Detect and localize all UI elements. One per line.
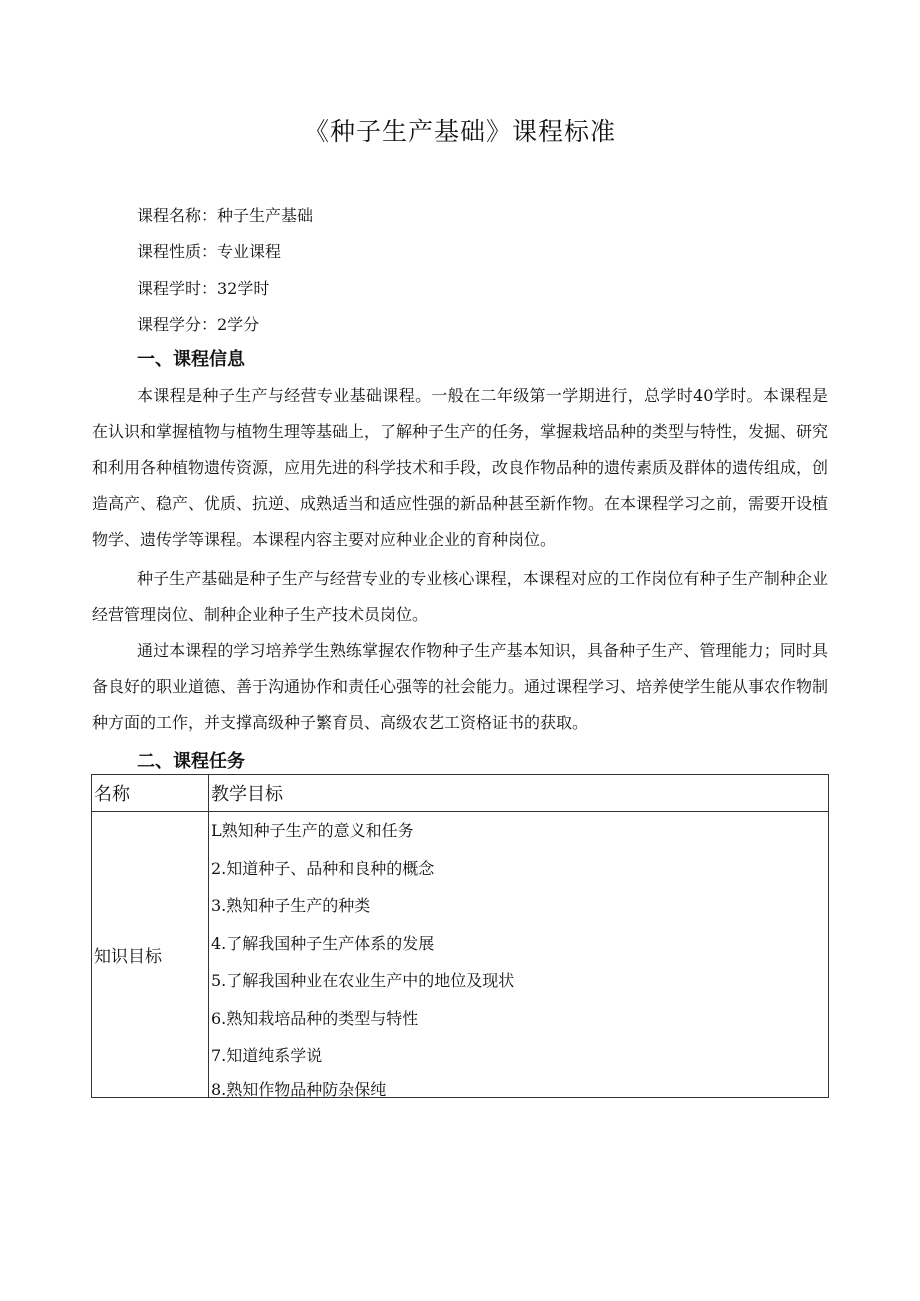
list-item: 2.知道种子、品种和良种的概念 [211, 858, 435, 878]
paragraph-course-overview: 本课程是种子生产与经营专业基础课程。一般在二年级第一学期进行，总学时40学时。本课程是在认识和掌握植物与植物生理等基础上，了解种子生产的任务，掌握栽培品种的类型与特性，发掘、研究和利用各种植物遗传资源，应用先进的科学技术和手段，改良作物品种的遗传素质及群体的遗传组成，创造高产、稳产、优质、抗逆、成熟适当和适应性强的新品种甚至新作物。在本课程学习之前，需要开设植物学、遗传学等课程。本课程内容主要对应种业企业的育种岗位。 [92, 386, 829, 549]
section-heading-course-info: 一、课程信息 [137, 349, 245, 370]
course-task-table [91, 774, 829, 1098]
list-item: 3.熟知种子生产的种类 [211, 896, 371, 915]
paragraph-course-goals: 通过本课程的学习培养学生熟练掌握农作物种子生产基本知识，具备种子生产、管理能力；同时具备良好的职业道德、善于沟通协作和责任心强等的社会能力。通过课程学习、培养使学生能从事农作物制种方面的工作，并支撑高级种子繁育员、高级农艺工资格证书的获取。 [92, 641, 829, 732]
header-name: 名称 [92, 775, 209, 812]
list-item: 7.知道纯系学说 [211, 1046, 323, 1065]
list-item: 4.了解我国种子生产体系的发展 [211, 933, 435, 953]
page-title: 《种子生产基础》课程标准 [303, 117, 616, 146]
list-item: 5.了解我国种业在农业生产中的地位及现状 [211, 971, 515, 990]
course-credits: 课程学分：2学分 [137, 315, 260, 334]
list-item: L熟知种子生产的意义和任务 [211, 821, 414, 840]
course-hours: 课程学时：32学时 [137, 279, 270, 298]
list-item: 6.熟知栽培品种的类型与特性 [211, 1008, 419, 1028]
course-name: 课程名称：种子生产基础 [137, 206, 314, 225]
table-row [92, 812, 829, 1098]
table-header-row [92, 775, 829, 812]
list-item: 8.熟知作物品种防杂保纯 [211, 1079, 387, 1097]
category-knowledge-goals: 知识目标 [92, 812, 209, 1098]
course-type: 课程性质：专业课程 [137, 242, 282, 261]
paragraph-course-role: 种子生产基础是种子生产与经营专业的专业核心课程，本课程对应的工作岗位有种子生产制种企业经营管理岗位、制种企业种子生产技术员岗位。 [92, 569, 828, 624]
goals-cell [209, 812, 829, 1098]
section-heading-course-tasks: 二、课程任务 [137, 751, 245, 772]
header-teaching-goals: 教学目标 [209, 775, 829, 812]
